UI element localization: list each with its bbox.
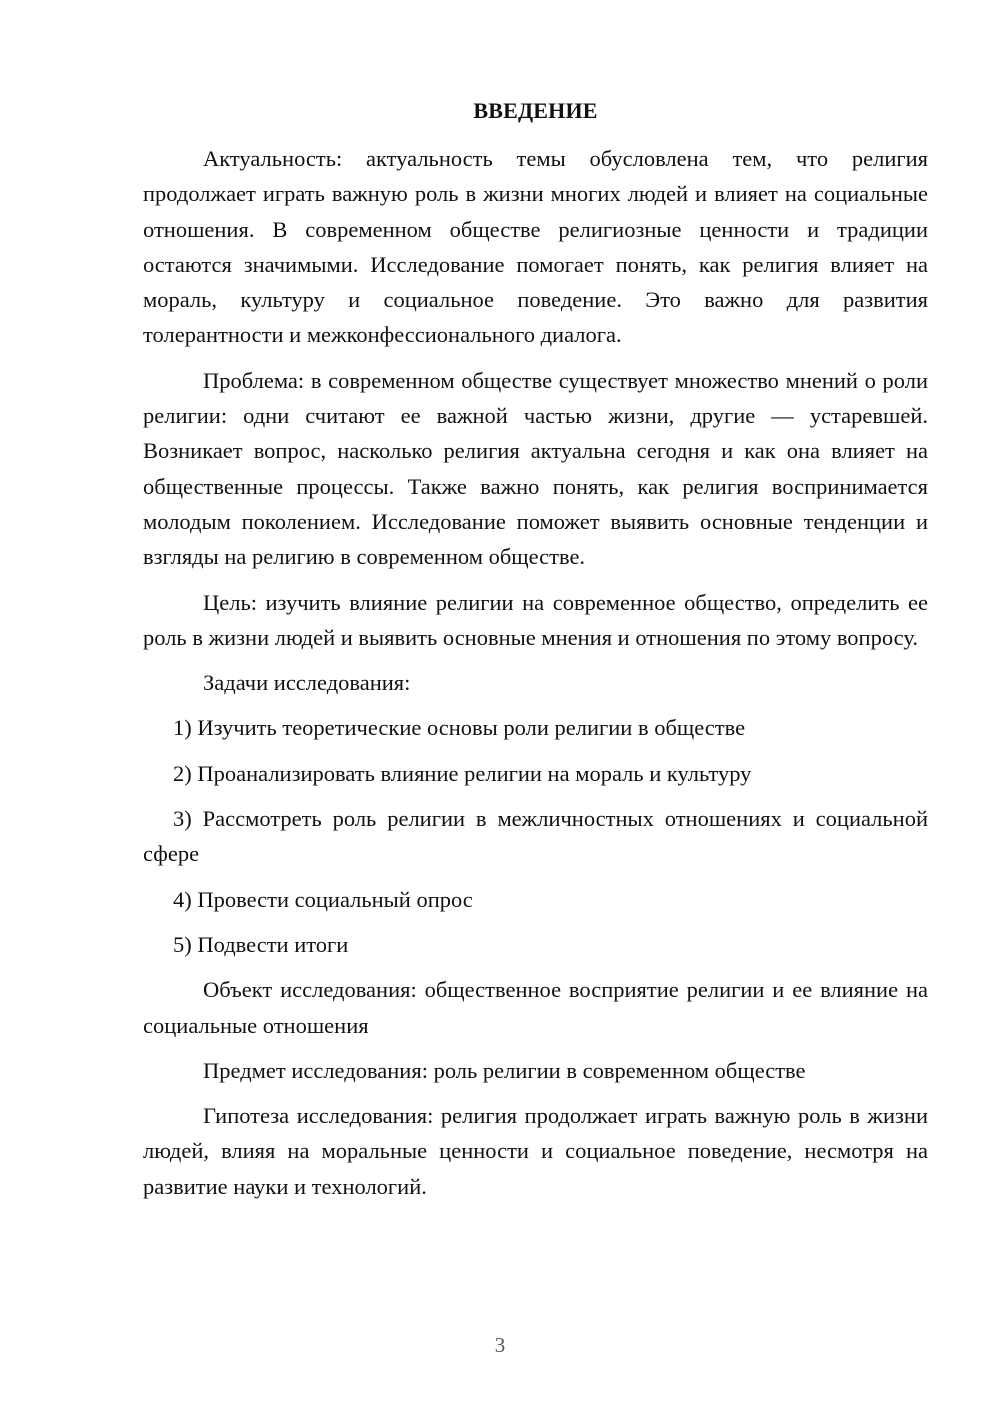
task-item-2: 2) Проанализировать влияние религии на мораль и культуру (173, 760, 752, 786)
paragraph-relevance: Актуальность: актуальность темы обусловлена тем, что религия продолжает играть важную роль в жизни многих людей и влияет на социальные отношения. В современном обществе религиозные ценности и традиции остаются значимыми. Исследование помогает понять, как религия влияет на мораль, культуру и социальное поведение. Это важно для развития толерантности и межконфессионального диалога. (143, 146, 928, 348)
task-item-1: 1) Изучить теоретические основы роли религии в обществе (173, 715, 746, 741)
page-number: 3 (494, 1333, 506, 1357)
task-item-3: 3) Рассмотреть роль религии в межличностных отношениях и социальной сфере (143, 806, 928, 867)
document-page (143, 93, 928, 1214)
task-item-4: 4) Провести социальный опрос (173, 886, 473, 912)
paragraph-object: Объект исследования: общественное восприятие религии и ее влияние на социальные отношения (143, 977, 928, 1038)
tasks-heading: Задачи исследования: (203, 670, 411, 696)
section-title: ВВЕДЕНИЕ (473, 98, 598, 123)
paragraph-subject: Предмет исследования: роль религии в современном обществе (203, 1057, 806, 1083)
paragraph-goal: Цель: изучить влияние религии на современное общество, определить ее роль в жизни людей и выявить основные мнения и отношения по этому вопросу. (143, 589, 928, 650)
paragraph-hypothesis: Гипотеза исследования: религия продолжает играть важную роль в жизни людей, влияя на моральные ценности и социальное поведение, несмотря на развитие науки и технологий. (143, 1103, 928, 1199)
paragraph-problem: Проблема: в современном обществе существует множество мнений о роли религии: одни считают ее важной частью жизни, другие — устаревшей. Возникает вопрос, насколько религия актуальна сегодня и как она влияет на общественные процессы. Также важно понять, как религия воспринимается молодым поколением. Исследование поможет выявить основные тенденции и взгляды на религию в современном обществе. (143, 367, 928, 570)
task-item-5: 5) Подвести итоги (173, 931, 349, 957)
